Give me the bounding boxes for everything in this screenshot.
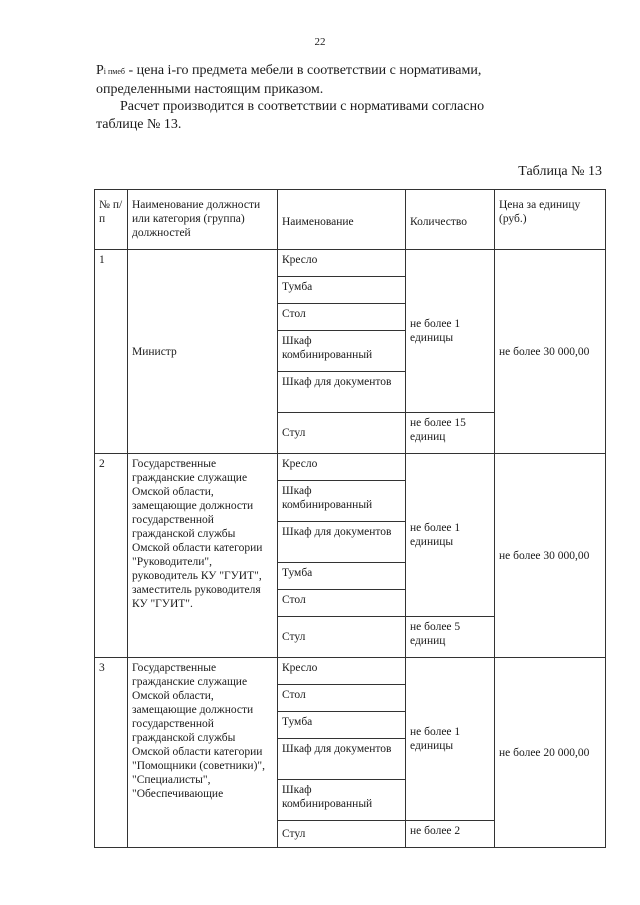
header-name: Наименование [278, 190, 406, 250]
cell-item: Шкаф для документов [278, 522, 406, 563]
cell-num: 1 [95, 250, 128, 454]
cell-item: Кресло [278, 658, 406, 685]
cell-item: Шкаф комбинированный [278, 780, 406, 821]
table-row [95, 454, 606, 481]
cell-qty: не более 2 [406, 821, 495, 848]
header-qty: Количество [406, 190, 495, 250]
cell-item: Тумба [278, 563, 406, 590]
cell-position: Государственные гражданские служащие Омской области, замещающие должности государственной гражданской службы Омской области категории "Руководители", руководитель КУ "ГУИТ", заместитель руководителя КУ "ГУИТ". [128, 454, 278, 658]
header-num: № п/п [95, 190, 128, 250]
symbol: Pi пмеб [96, 63, 125, 78]
header-position: Наименование должности или категория (группа) должностей [128, 190, 278, 250]
cell-num: 2 [95, 454, 128, 658]
cell-item: Стол [278, 685, 406, 712]
cell-item: Стул [278, 617, 406, 658]
cell-item: Стул [278, 413, 406, 454]
cell-item: Стол [278, 590, 406, 617]
cell-qty: не более 5 единиц [406, 617, 495, 658]
cell-position: Министр [128, 250, 278, 454]
table-header-row [95, 190, 606, 250]
cell-price: не более 30 000,00 [495, 250, 606, 454]
cell-qty: не более 1 единицы [406, 250, 495, 413]
cell-item: Шкаф для документов [278, 372, 406, 413]
cell-item: Тумба [278, 712, 406, 739]
table-caption: Таблица № 13 [518, 164, 602, 179]
paragraph-calculation: Расчет производится в соответствии с нормативами согласно таблице № 13. [96, 99, 485, 132]
cell-position: Государственные гражданские служащие Омской области, замещающие должности государственной гражданской службы Омской области категории "Помощники (советники)", "Специалисты", "Обеспечивающие [128, 658, 278, 848]
page-number: 22 [314, 36, 326, 48]
furniture-table [94, 189, 606, 848]
cell-qty: не более 1 единицы [406, 658, 495, 821]
cell-item: Шкаф для документов [278, 739, 406, 780]
table-row [95, 658, 606, 685]
cell-item: Тумба [278, 277, 406, 304]
cell-num: 3 [95, 658, 128, 848]
cell-item: Стул [278, 821, 406, 848]
cell-qty: не более 15 единиц [406, 413, 495, 454]
cell-price: не более 30 000,00 [495, 454, 606, 658]
table-row [95, 250, 606, 277]
header-price: Цена за единицу (руб.) [495, 190, 606, 250]
cell-item: Кресло [278, 250, 406, 277]
cell-price: не более 20 000,00 [495, 658, 606, 848]
cell-item: Шкаф комбинированный [278, 481, 406, 522]
cell-item: Шкаф комбинированный [278, 331, 406, 372]
cell-item: Кресло [278, 454, 406, 481]
paragraph-price-definition: Pi пмеб - цена i-го предмета мебели в соответствии с нормативами, определенными настоящим приказом. [96, 63, 482, 97]
cell-item: Стол [278, 304, 406, 331]
cell-qty: не более 1 единицы [406, 454, 495, 617]
